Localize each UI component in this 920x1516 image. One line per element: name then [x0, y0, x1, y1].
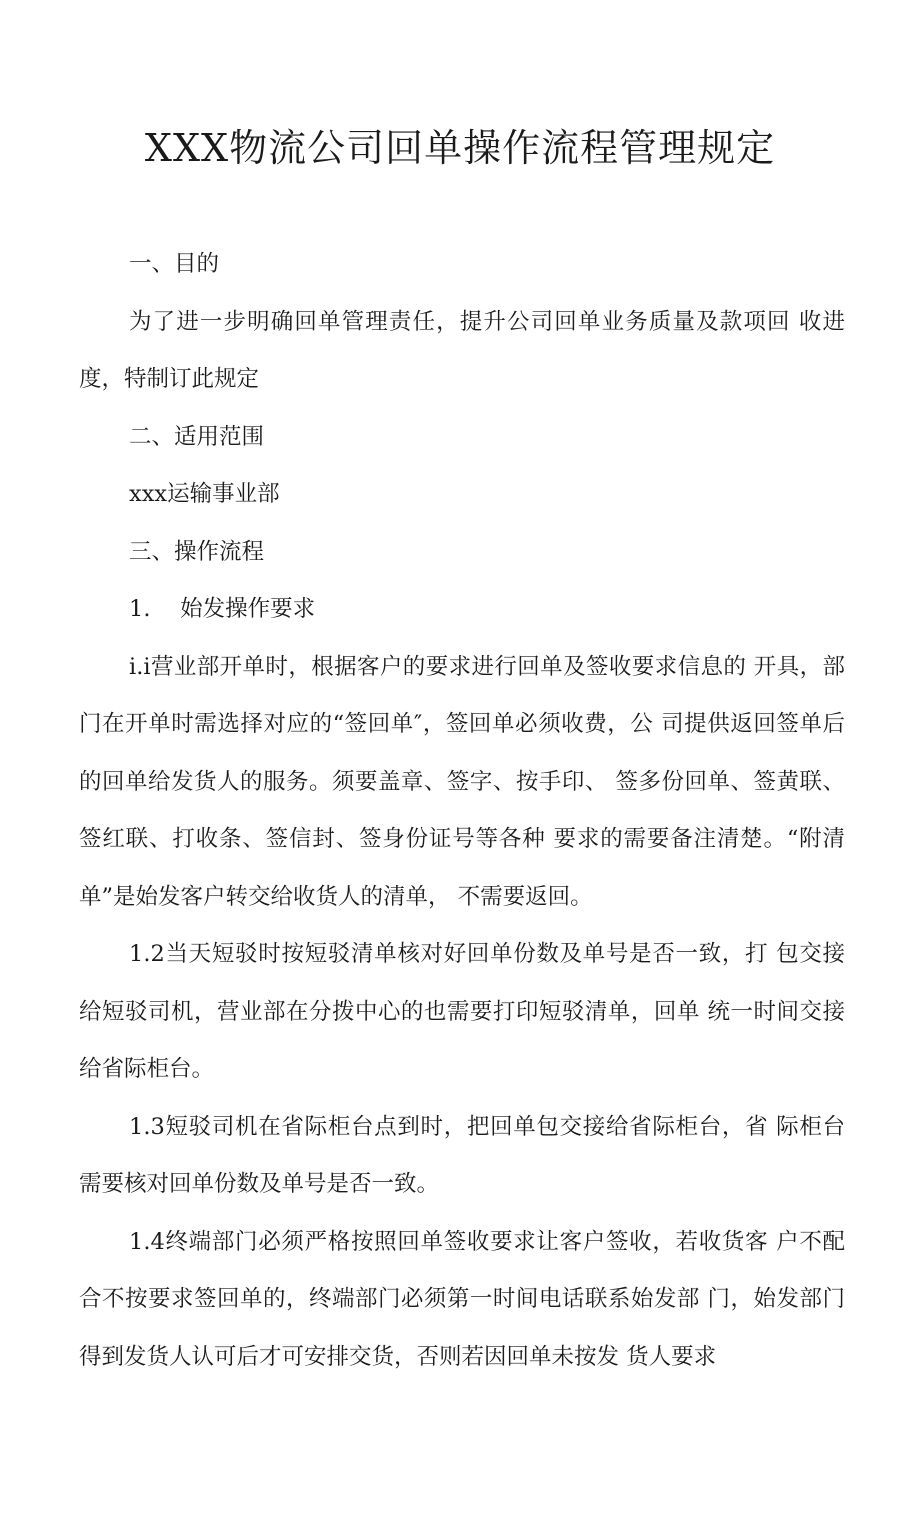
section-heading-purpose: 一、目的 — [129, 251, 220, 277]
paragraph-purpose: 为了进一步明确回单管理责任，提升公司回单业务质量及款项回 收进度，特制订此规定 — [79, 308, 845, 392]
paragraph-1-1: i.i营业部开单时，根据客户的要求进行回单及签收要求信息的 开具，部门在开单时需选择对应的“签回单″，签回单必须收费，公 司提供返回签单后的回单给发货人的服务。须要盖章、签字、按手印、 签多份回单、签黄联、签红联、打收条、签信封、签身份证号等各种 要求的需要备注清楚。“附清单”是始发客户转交给收货人的清单， 不需要返回。 — [79, 653, 845, 910]
paragraph-1-2: 1.2当天短驳时按短驳清单核对好回单份数及单号是否一致，打 包交接给短驳司机，营业部在分拨中心的也需要打印短驳清单，回单 统一时间交接给省际柜台。 — [79, 941, 845, 1082]
paragraph-1-4: 1.4终端部门必须严格按照回单签收要求让客户签收，若收货客 户不配合不按要求签回单的，终端部门必须第一时间电话联系始发部 门，始发部门得到发货人认可后才可安排交货，否则若因回单未按发 货人要求 — [79, 1228, 845, 1370]
section-heading-scope: 二、适用范围 — [129, 423, 265, 450]
paragraph-1-3: 1.3短驳司机在省际柜台点到时，把回单包交接给省际柜台，省 际柜台需要核对回单份数及单号是否一致。 — [79, 1113, 845, 1197]
paragraph-scope: xxx运输事业部 — [129, 481, 280, 507]
document-body — [79, 236, 845, 1386]
section-heading-process: 三、操作流程 — [129, 538, 265, 565]
document-title: XXX物流公司回单操作流程管理规定 — [144, 126, 776, 170]
subsection-heading-origin: 1. 始发操作要求 — [129, 596, 316, 622]
